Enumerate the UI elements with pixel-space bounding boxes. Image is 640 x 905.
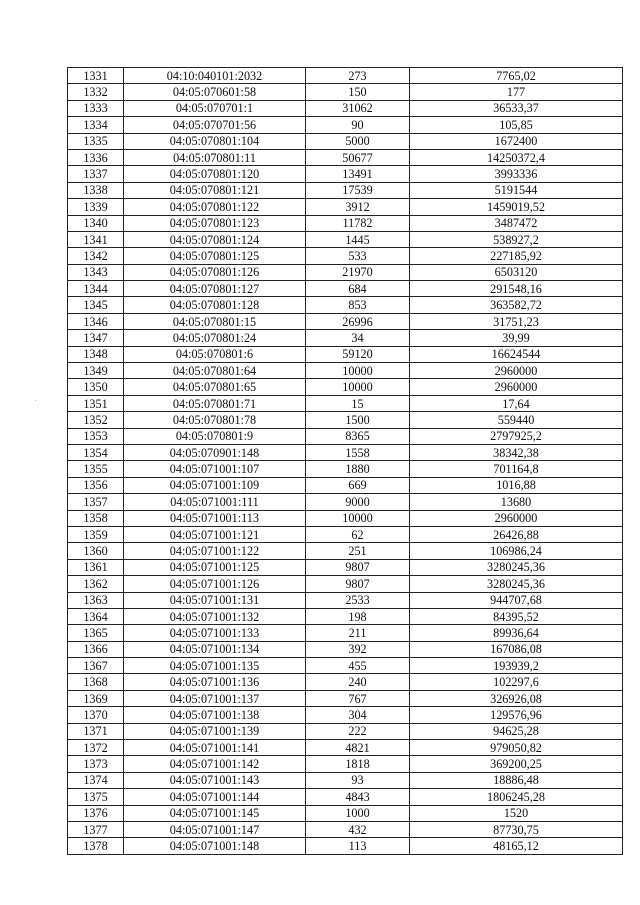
value-cell: 369200,25 (410, 756, 623, 772)
table-row (68, 625, 623, 641)
table-row (68, 576, 623, 592)
row-number-cell: 1352 (68, 412, 124, 428)
value-cell: 2960000 (410, 510, 623, 526)
row-number-cell: 1371 (68, 723, 124, 739)
value-cell: 36533,37 (410, 100, 623, 116)
area-cell: 392 (306, 641, 410, 657)
table-row (68, 789, 623, 805)
value-cell: 1016,88 (410, 477, 623, 493)
cadastral-number-cell: 04:05:070801:24 (124, 330, 306, 346)
row-number-cell: 1346 (68, 313, 124, 329)
cadastral-number-cell: 04:05:070801:64 (124, 363, 306, 379)
area-cell: 5000 (306, 133, 410, 149)
table-row (68, 281, 623, 297)
value-cell: 3280245,36 (410, 576, 623, 592)
cadastral-number-cell: 04:05:071001:148 (124, 838, 306, 854)
row-number-cell: 1378 (68, 838, 124, 854)
table-row (68, 559, 623, 575)
table-row (68, 461, 623, 477)
area-cell: 15 (306, 395, 410, 411)
value-cell: 2960000 (410, 379, 623, 395)
scan-speck (35, 400, 36, 401)
area-cell: 26996 (306, 313, 410, 329)
table-row (68, 608, 623, 624)
cadastral-number-cell: 04:05:070801:128 (124, 297, 306, 313)
area-cell: 31062 (306, 100, 410, 116)
area-cell: 59120 (306, 346, 410, 362)
table-row (68, 84, 623, 100)
cadastral-number-cell: 04:05:071001:147 (124, 821, 306, 837)
value-cell: 2797925,2 (410, 428, 623, 444)
area-cell: 2533 (306, 592, 410, 608)
value-cell: 3993336 (410, 166, 623, 182)
value-cell: 31751,23 (410, 313, 623, 329)
value-cell: 18886,48 (410, 772, 623, 788)
cadastral-number-cell: 04:05:070801:126 (124, 264, 306, 280)
area-cell: 10000 (306, 510, 410, 526)
area-cell: 13491 (306, 166, 410, 182)
value-cell: 3280245,36 (410, 559, 623, 575)
row-number-cell: 1359 (68, 526, 124, 542)
row-number-cell: 1332 (68, 84, 124, 100)
cadastral-number-cell: 04:05:070801:127 (124, 281, 306, 297)
area-cell: 1818 (306, 756, 410, 772)
value-cell: 129576,96 (410, 707, 623, 723)
area-cell: 1558 (306, 444, 410, 460)
row-number-cell: 1367 (68, 658, 124, 674)
value-cell: 84395,52 (410, 608, 623, 624)
cadastral-number-cell: 04:05:071001:139 (124, 723, 306, 739)
row-number-cell: 1339 (68, 199, 124, 215)
value-cell: 1520 (410, 805, 623, 821)
value-cell: 1459019,52 (410, 199, 623, 215)
table-row (68, 510, 623, 526)
cadastral-number-cell: 04:05:070801:121 (124, 182, 306, 198)
cadastral-number-cell: 04:05:070801:104 (124, 133, 306, 149)
area-cell: 9807 (306, 576, 410, 592)
area-cell: 3912 (306, 199, 410, 215)
cadastral-number-cell: 04:05:071001:109 (124, 477, 306, 493)
table-row (68, 166, 623, 182)
cadastral-number-cell: 04:05:070701:1 (124, 100, 306, 116)
table-row (68, 412, 623, 428)
table-row (68, 117, 623, 133)
area-cell: 10000 (306, 363, 410, 379)
table-row (68, 199, 623, 215)
row-number-cell: 1356 (68, 477, 124, 493)
value-cell: 16624544 (410, 346, 623, 362)
value-cell: 13680 (410, 494, 623, 510)
area-cell: 211 (306, 625, 410, 641)
cadastral-number-cell: 04:10:040101:2032 (124, 68, 306, 84)
cadastral-number-cell: 04:05:070801:124 (124, 231, 306, 247)
cadastral-number-cell: 04:05:071001:133 (124, 625, 306, 641)
area-cell: 93 (306, 772, 410, 788)
row-number-cell: 1357 (68, 494, 124, 510)
value-cell: 105,85 (410, 117, 623, 133)
value-cell: 5191544 (410, 182, 623, 198)
table-row (68, 428, 623, 444)
value-cell: 326926,08 (410, 690, 623, 706)
value-cell: 17,64 (410, 395, 623, 411)
table-row (68, 363, 623, 379)
cadastral-number-cell: 04:05:071001:135 (124, 658, 306, 674)
cadastral-number-cell: 04:05:071001:122 (124, 543, 306, 559)
cadastral-number-cell: 04:05:071001:145 (124, 805, 306, 821)
value-cell: 7765,02 (410, 68, 623, 84)
area-cell: 62 (306, 526, 410, 542)
row-number-cell: 1373 (68, 756, 124, 772)
cadastral-number-cell: 04:05:071001:113 (124, 510, 306, 526)
area-cell: 11782 (306, 215, 410, 231)
area-cell: 273 (306, 68, 410, 84)
row-number-cell: 1338 (68, 182, 124, 198)
area-cell: 767 (306, 690, 410, 706)
cadastral-number-cell: 04:05:071001:142 (124, 756, 306, 772)
cadastral-number-cell: 04:05:070801:122 (124, 199, 306, 215)
cadastral-number-cell: 04:05:070901:148 (124, 444, 306, 460)
cadastral-number-cell: 04:05:071001:131 (124, 592, 306, 608)
cadastral-number-cell: 04:05:071001:121 (124, 526, 306, 542)
row-number-cell: 1340 (68, 215, 124, 231)
table-row (68, 494, 623, 510)
area-cell: 90 (306, 117, 410, 133)
value-cell: 944707,68 (410, 592, 623, 608)
cadastral-number-cell: 04:05:070801:125 (124, 248, 306, 264)
cadastral-number-cell: 04:05:070801:15 (124, 313, 306, 329)
cadastral-number-cell: 04:05:071001:132 (124, 608, 306, 624)
cadastral-number-cell: 04:05:071001:141 (124, 740, 306, 756)
row-number-cell: 1342 (68, 248, 124, 264)
table-row (68, 379, 623, 395)
row-number-cell: 1335 (68, 133, 124, 149)
area-cell: 533 (306, 248, 410, 264)
cadastral-number-cell: 04:05:070801:123 (124, 215, 306, 231)
table-row (68, 641, 623, 657)
area-cell: 9807 (306, 559, 410, 575)
table-row (68, 592, 623, 608)
area-cell: 150 (306, 84, 410, 100)
row-number-cell: 1351 (68, 395, 124, 411)
value-cell: 979050,82 (410, 740, 623, 756)
area-cell: 1000 (306, 805, 410, 821)
row-number-cell: 1372 (68, 740, 124, 756)
row-number-cell: 1355 (68, 461, 124, 477)
table-row (68, 68, 623, 84)
table-row (68, 821, 623, 837)
row-number-cell: 1376 (68, 805, 124, 821)
cadastral-number-cell: 04:05:070801:120 (124, 166, 306, 182)
row-number-cell: 1375 (68, 789, 124, 805)
area-cell: 9000 (306, 494, 410, 510)
area-cell: 853 (306, 297, 410, 313)
cadastral-number-cell: 04:05:071001:138 (124, 707, 306, 723)
row-number-cell: 1348 (68, 346, 124, 362)
cadastral-number-cell: 04:05:071001:125 (124, 559, 306, 575)
table-row (68, 690, 623, 706)
table-row (68, 313, 623, 329)
table-row (68, 838, 623, 854)
row-number-cell: 1353 (68, 428, 124, 444)
value-cell: 89936,64 (410, 625, 623, 641)
table-row (68, 395, 623, 411)
value-cell: 87730,75 (410, 821, 623, 837)
row-number-cell: 1374 (68, 772, 124, 788)
row-number-cell: 1363 (68, 592, 124, 608)
row-number-cell: 1333 (68, 100, 124, 116)
area-cell: 113 (306, 838, 410, 854)
area-cell: 432 (306, 821, 410, 837)
table-row (68, 756, 623, 772)
area-cell: 198 (306, 608, 410, 624)
row-number-cell: 1377 (68, 821, 124, 837)
area-cell: 10000 (306, 379, 410, 395)
area-cell: 21970 (306, 264, 410, 280)
table-row (68, 723, 623, 739)
row-number-cell: 1341 (68, 231, 124, 247)
value-cell: 102297,6 (410, 674, 623, 690)
value-cell: 559440 (410, 412, 623, 428)
cadastral-number-cell: 04:05:070801:9 (124, 428, 306, 444)
table-row (68, 133, 623, 149)
cadastral-number-cell: 04:05:070801:78 (124, 412, 306, 428)
value-cell: 1672400 (410, 133, 623, 149)
table-row (68, 674, 623, 690)
row-number-cell: 1347 (68, 330, 124, 346)
area-cell: 251 (306, 543, 410, 559)
table-row (68, 231, 623, 247)
table-row (68, 100, 623, 116)
value-cell: 167086,08 (410, 641, 623, 657)
row-number-cell: 1364 (68, 608, 124, 624)
area-cell: 240 (306, 674, 410, 690)
value-cell: 227185,92 (410, 248, 623, 264)
area-cell: 304 (306, 707, 410, 723)
cadastral-value-table (67, 67, 623, 855)
row-number-cell: 1337 (68, 166, 124, 182)
cadastral-number-cell: 04:05:070801:71 (124, 395, 306, 411)
row-number-cell: 1331 (68, 68, 124, 84)
cadastral-number-cell: 04:05:071001:136 (124, 674, 306, 690)
cadastral-number-cell: 04:05:070601:58 (124, 84, 306, 100)
cadastral-number-cell: 04:05:071001:111 (124, 494, 306, 510)
cadastral-number-cell: 04:05:071001:134 (124, 641, 306, 657)
value-cell: 193939,2 (410, 658, 623, 674)
table-row (68, 182, 623, 198)
row-number-cell: 1365 (68, 625, 124, 641)
table-body (68, 68, 623, 855)
table-row (68, 477, 623, 493)
row-number-cell: 1366 (68, 641, 124, 657)
area-cell: 684 (306, 281, 410, 297)
table-row (68, 248, 623, 264)
table-row (68, 215, 623, 231)
row-number-cell: 1361 (68, 559, 124, 575)
row-number-cell: 1360 (68, 543, 124, 559)
cadastral-number-cell: 04:05:070701:56 (124, 117, 306, 133)
table-row (68, 444, 623, 460)
table-row (68, 740, 623, 756)
value-cell: 106986,24 (410, 543, 623, 559)
table-row (68, 543, 623, 559)
area-cell: 50677 (306, 149, 410, 165)
area-cell: 1500 (306, 412, 410, 428)
row-number-cell: 1362 (68, 576, 124, 592)
cadastral-number-cell: 04:05:071001:137 (124, 690, 306, 706)
row-number-cell: 1349 (68, 363, 124, 379)
row-number-cell: 1370 (68, 707, 124, 723)
area-cell: 8365 (306, 428, 410, 444)
cadastral-number-cell: 04:05:071001:143 (124, 772, 306, 788)
value-cell: 94625,28 (410, 723, 623, 739)
table-row (68, 658, 623, 674)
value-cell: 39,99 (410, 330, 623, 346)
value-cell: 14250372,4 (410, 149, 623, 165)
value-cell: 538927,2 (410, 231, 623, 247)
value-cell: 363582,72 (410, 297, 623, 313)
area-cell: 4821 (306, 740, 410, 756)
value-cell: 2960000 (410, 363, 623, 379)
cadastral-number-cell: 04:05:071001:107 (124, 461, 306, 477)
value-cell: 291548,16 (410, 281, 623, 297)
row-number-cell: 1336 (68, 149, 124, 165)
row-number-cell: 1368 (68, 674, 124, 690)
area-cell: 1880 (306, 461, 410, 477)
cadastral-number-cell: 04:05:070801:6 (124, 346, 306, 362)
value-cell: 6503120 (410, 264, 623, 280)
cadastral-number-cell: 04:05:070801:65 (124, 379, 306, 395)
area-cell: 17539 (306, 182, 410, 198)
row-number-cell: 1369 (68, 690, 124, 706)
area-cell: 222 (306, 723, 410, 739)
table-row (68, 149, 623, 165)
table-row (68, 805, 623, 821)
table-row (68, 264, 623, 280)
table-row (68, 346, 623, 362)
area-cell: 34 (306, 330, 410, 346)
area-cell: 4843 (306, 789, 410, 805)
cadastral-number-cell: 04:05:071001:126 (124, 576, 306, 592)
row-number-cell: 1345 (68, 297, 124, 313)
area-cell: 1445 (306, 231, 410, 247)
table-row (68, 330, 623, 346)
cadastral-number-cell: 04:05:070801:11 (124, 149, 306, 165)
value-cell: 1806245,28 (410, 789, 623, 805)
table-row (68, 707, 623, 723)
area-cell: 455 (306, 658, 410, 674)
row-number-cell: 1354 (68, 444, 124, 460)
value-cell: 26426,88 (410, 526, 623, 542)
value-cell: 38342,38 (410, 444, 623, 460)
area-cell: 669 (306, 477, 410, 493)
value-cell: 177 (410, 84, 623, 100)
row-number-cell: 1358 (68, 510, 124, 526)
row-number-cell: 1350 (68, 379, 124, 395)
value-cell: 701164,8 (410, 461, 623, 477)
cadastral-number-cell: 04:05:071001:144 (124, 789, 306, 805)
table-row (68, 772, 623, 788)
table-row (68, 297, 623, 313)
value-cell: 48165,12 (410, 838, 623, 854)
row-number-cell: 1334 (68, 117, 124, 133)
value-cell: 3487472 (410, 215, 623, 231)
table-row (68, 526, 623, 542)
row-number-cell: 1344 (68, 281, 124, 297)
row-number-cell: 1343 (68, 264, 124, 280)
